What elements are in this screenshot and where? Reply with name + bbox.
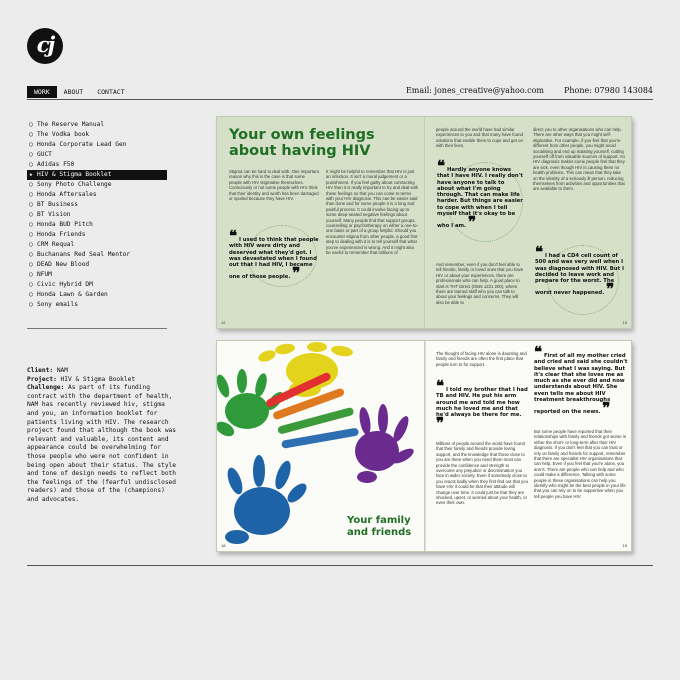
sidebar-item-label: The Vodka book	[37, 131, 90, 138]
header-divider	[27, 99, 653, 100]
pull-quote	[437, 157, 523, 232]
circle-bullet-icon: ○	[29, 231, 33, 238]
contact-email[interactable]: Email: jones_creative@yahoo.com	[405, 86, 544, 95]
page-number: 12	[221, 320, 226, 325]
sidebar-item-label: DEAD New Blood	[37, 261, 90, 268]
sidebar-item-label: Sony Photo Challenge	[37, 181, 112, 188]
open-quote-mark: ❝	[437, 157, 446, 175]
sidebar-item[interactable]	[27, 290, 167, 300]
rainbow-fingers	[265, 371, 359, 448]
sidebar-item-label: Honda Corporate Lead Gen	[37, 141, 127, 148]
top-nav	[27, 86, 132, 98]
sidebar-item-label: Honda Lawn & Garden	[37, 291, 108, 298]
sidebar-item-label: Honda Friends	[37, 231, 86, 238]
logo[interactable]: cj	[27, 28, 63, 64]
challenge-label: Challenge:	[27, 384, 65, 392]
pull-quote	[436, 377, 528, 433]
project-label: Project:	[27, 375, 57, 383]
circle-bullet-icon: ○	[29, 301, 33, 308]
body-column: Millions of people around the world have found that their family and friends provide loving support, and the knowledge that those close to you are there when you need them most can provide the confidence and strength to overcome any prejudice or discrimination you face in wider society. Even if somebody close to you reacts badly when they first find out that you have HIV it could be that their attitude will change over time. It could just be that they are shocked, upset, or worried about your health, or even their own.	[436, 441, 528, 506]
sidebar-item[interactable]	[27, 220, 167, 230]
sidebar-divider	[27, 328, 167, 329]
sidebar-item[interactable]	[27, 200, 167, 210]
circle-bullet-icon: ○	[29, 121, 33, 128]
quote-text: First of all my mother cried and cried and said she couldn't believe what I was saying. But it's clear that she loves me as much as she ever did and now understands about HIV. She even tells me about HIV treatment breakthroughs reported on the news.	[534, 353, 628, 416]
star-icon: ★	[29, 171, 33, 178]
close-quote-mark: ❞	[606, 280, 615, 299]
body-column: Stigma can be hard to deal with. One important reason why this is the case is that some people with HIV stigmatise themselves. Consciously or not some people with HIV think that their identity and worth has been damaged or spoiled because they have HIV.	[229, 169, 319, 202]
body-column: But some people have reported that their relationships with family and friends got worse in either the short- or long-term after their HIV diagnosis. If you don't feel that you can trust or rely on family and friends for support, remember that there are specialist HIV organisations that can help. Even if you feel that you're alone, you aren't. There are people who can help and who could make a difference. Talking with some people in these organisations can help you identify who might be the best people in your life that you can rely on to be supportive when you tell people you have HIV.	[534, 429, 627, 499]
circle-bullet-icon: ○	[29, 181, 33, 188]
circle-bullet-icon: ○	[29, 291, 33, 298]
sidebar-item[interactable]	[27, 130, 167, 140]
sidebar-item-label: Civic Hybrid DM	[37, 281, 93, 288]
page-number: 13	[622, 320, 627, 325]
project-info	[27, 367, 177, 505]
client-value: NAM	[56, 367, 68, 374]
sidebar-item-label: Honda BUD Pitch	[37, 221, 93, 228]
sidebar-item-label: Sony emails	[37, 301, 78, 308]
body-column: It might be helpful to remember that HIV is just an infection. It isn't a moral judgement or a punishment. If you feel guilty about contracting HIV then it is really important to try and deal with these feelings so that you can come to terms with your HIV diagnosis. This can be easier said than done and for some people it is a long and painful process. It could involve facing up to some deep-seated negative feelings about yourself. Many people find that support groups, counselling or psychotherapy on either a one-to-one basis or part of a group helpful. Should you encounter stigma from other people, a good first step to dealing with it is to tell yourself that what you've experienced is wrong. And it might also be useful to remember that millions of	[326, 169, 419, 256]
purple-handprint	[355, 404, 416, 483]
close-quote-mark: ❞	[467, 213, 477, 232]
circle-bullet-icon: ○	[29, 241, 33, 248]
pull-quote	[535, 243, 625, 299]
circle-bullet-icon: ○	[29, 191, 33, 198]
circle-bullet-icon: ○	[29, 211, 33, 218]
spread-title: Your family and friends	[347, 515, 412, 538]
quote-text: I used to think that people with HIV were dirty and deserved what they'd got. I was devastated when I found out that I had HIV, I became one of those people.	[229, 237, 319, 281]
close-quote-mark: ❞	[436, 414, 445, 433]
sidebar-item-label: Buchanans Red Seal Mentor	[37, 251, 131, 258]
footer-divider	[27, 565, 653, 566]
sidebar-item-label: NFUM	[37, 271, 52, 278]
client-label: Client:	[27, 367, 54, 374]
pull-quote	[229, 227, 321, 283]
open-quote-mark: ❝	[229, 227, 238, 245]
circle-bullet-icon: ○	[29, 201, 33, 208]
quote-text: Hardly anyone knows that I have HIV. I really don't have anyone to talk to about what I'm going through. That can make life harder. But things are easier to cope with when I tell myself that it's okay to be who I am.	[437, 167, 523, 230]
quote-text: I had a CD4 cell count of 500 and was very well when I was diagnosed with HIV. But I decided to leave work and prepare for the worst. The worst never happened.	[535, 253, 624, 297]
body-column: And remember, even if you don't feel able to tell friends, family or loved ones that you have HIV or about your experiences, there are professionals who can help. A good place to start is THT Direct (0845 1221 200), where there are trained staff who you can talk to about your feelings and concerns. They will also be able to	[436, 262, 524, 305]
page-fold	[424, 117, 426, 328]
sidebar-item[interactable]	[27, 230, 167, 240]
sidebar-item[interactable]	[27, 280, 167, 290]
close-quote-mark: ❞	[292, 264, 301, 283]
open-quote-mark: ❝	[436, 377, 445, 395]
sidebar-item[interactable]	[27, 300, 167, 310]
sidebar-item-label: Adidas F50	[37, 161, 75, 168]
open-quote-mark: ❝	[535, 243, 544, 261]
nav-contact[interactable]: CONTACT	[97, 88, 125, 96]
booklet-spread-feelings	[216, 116, 632, 329]
contact-phone: Phone: 07980 143084	[563, 86, 653, 95]
sidebar-item-label: HIV & Stigma Booklet	[37, 171, 112, 178]
sidebar-item[interactable]	[27, 240, 167, 250]
close-quote-mark: ❞	[602, 399, 611, 418]
body-column: direct you to other organisations who can help. There are other ways that you might self-stigmatise. For example, if you feel that you're different from other people, you might avoid socialising and end up isolating yourself, cutting yourself off from valuable sources of support. An HIV diagnosis makes some people feel that they are sick, even though HIV is causing them no health problems. This can mean that they take on the identity of a seriously ill person, reducing themselves from activities and opportunities that are available to them.	[533, 127, 625, 192]
sidebar-item-label: BT Vision	[37, 211, 71, 218]
circle-bullet-icon: ○	[29, 251, 33, 258]
pull-quote	[534, 343, 628, 418]
left-page	[217, 341, 424, 551]
sidebar-item[interactable]	[27, 250, 167, 260]
sidebar-item[interactable]	[27, 120, 167, 130]
sidebar-item[interactable]	[27, 270, 167, 280]
sidebar-item-label: GUCT	[37, 151, 52, 158]
circle-bullet-icon: ○	[29, 141, 33, 148]
project-value: HIV & Stigma Booklet	[60, 375, 136, 383]
open-quote-mark: ❝	[534, 343, 543, 361]
spread-title: Your own feelings about having HIV	[229, 127, 375, 159]
circle-bullet-icon: ○	[29, 271, 33, 278]
circle-bullet-icon: ○	[29, 131, 33, 138]
page-number: 19	[622, 543, 627, 548]
nav-work[interactable]: WORK	[27, 86, 57, 98]
sidebar-item-label: The Reserve Manual	[37, 121, 105, 128]
sidebar-item[interactable]	[27, 160, 167, 170]
sidebar-item-label: Honda Aftersales	[37, 191, 97, 198]
circle-bullet-icon: ○	[29, 221, 33, 228]
circle-bullet-icon: ○	[29, 281, 33, 288]
circle-bullet-icon: ○	[29, 161, 33, 168]
right-page	[426, 341, 632, 551]
sidebar-item[interactable]	[27, 190, 167, 200]
sidebar-item[interactable]	[27, 260, 167, 270]
nav-about[interactable]: ABOUT	[63, 88, 84, 96]
sidebar-item-label: BT Business	[37, 201, 78, 208]
quote-text: I told my brother that I had TB and HIV. He put his arm around me and told me how much he loved me and that he'd always be there for me.	[436, 387, 528, 419]
sidebar-item[interactable]	[27, 170, 167, 180]
sidebar-item[interactable]	[27, 180, 167, 190]
body-column: The thought of facing HIV alone is daunting and family and friends are often the first place that people turn to for support.	[436, 351, 527, 367]
sidebar-item[interactable]	[27, 140, 167, 150]
page-fold	[424, 341, 426, 551]
contact-info	[406, 86, 653, 95]
sidebar-item-label: CRM Requal	[37, 241, 75, 248]
circle-bullet-icon: ○	[29, 151, 33, 158]
project-list	[27, 120, 167, 310]
page-number: 18	[221, 543, 226, 548]
booklet-spread-family	[216, 340, 632, 552]
sidebar-item[interactable]	[27, 150, 167, 160]
blue-handprint	[225, 455, 310, 544]
body-column: people around the world have had similar experiences to you and that many have found solutions that enable them to cope and get on with their lives.	[436, 127, 523, 149]
sidebar-item[interactable]	[27, 210, 167, 220]
circle-bullet-icon: ○	[29, 261, 33, 268]
challenge-text: As part of its funding contract with the department of health, NAM has recently reviewed hiv, stigma and you, an information booklet for patients living with HIV. The research project found that although the book was relevant and valuable, its content and appearance could be overwhelming for those people who were not confident in being open about their status. The style and tone of design needs to reflect both the feelings of the (fearful undisclosed readers) and those of the (champions) and advocates.	[27, 384, 177, 503]
